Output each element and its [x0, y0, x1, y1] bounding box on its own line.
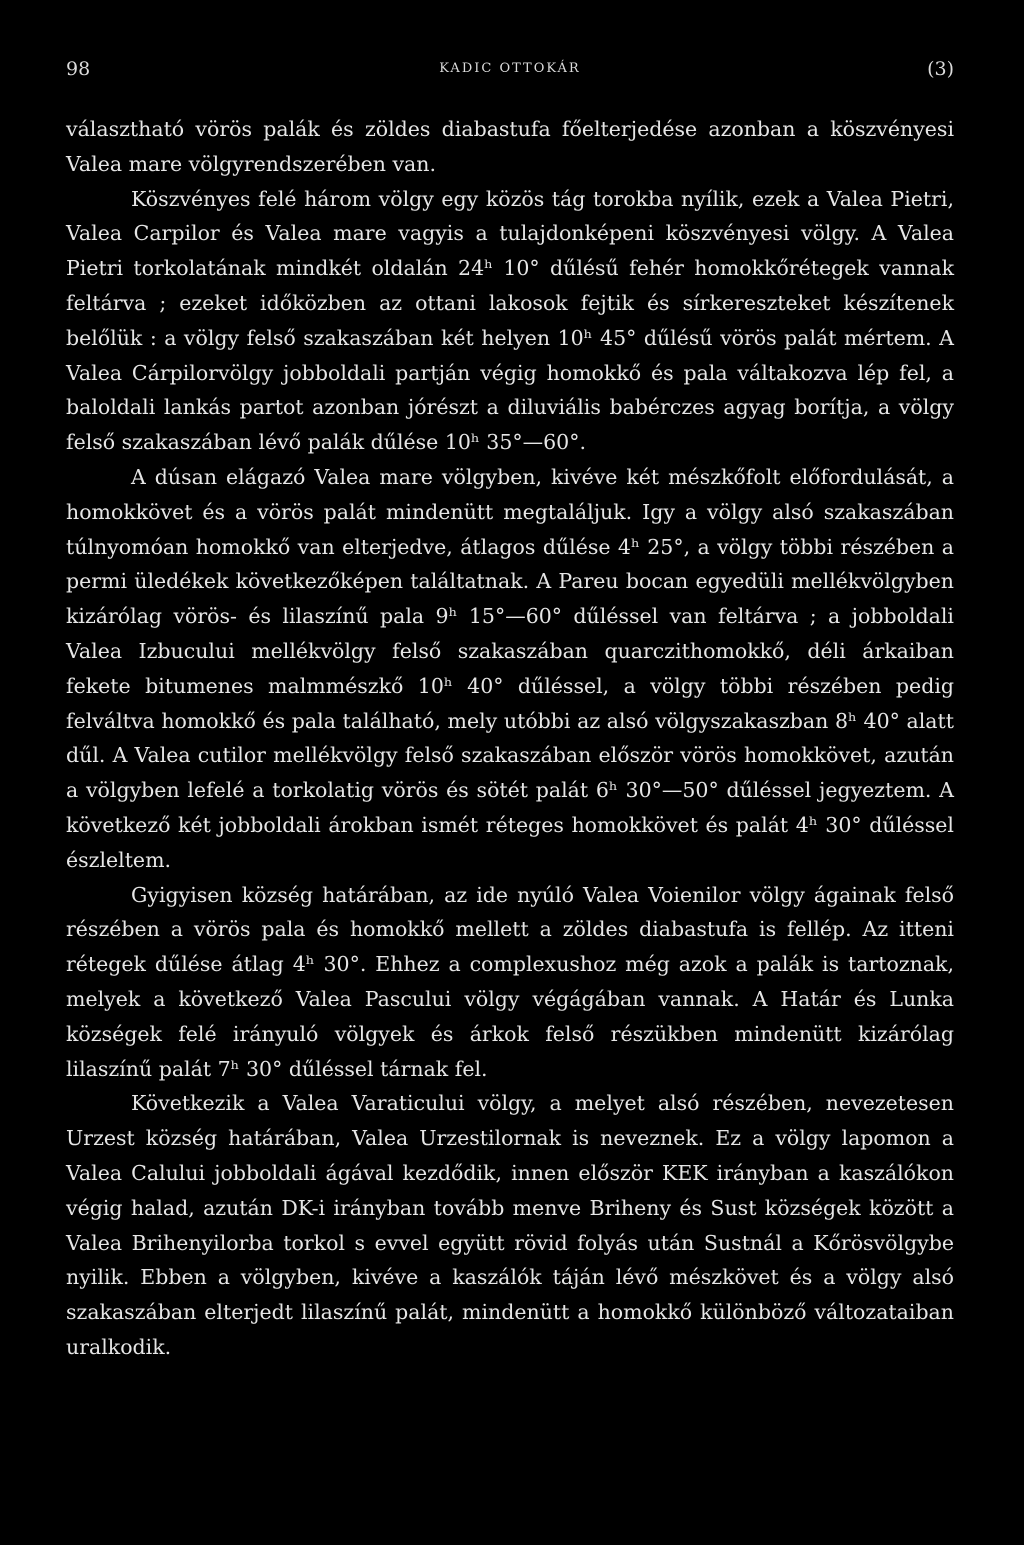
page-number: 98 — [66, 58, 91, 80]
paragraph: A dúsan elágazó Valea mare völgyben, kivéve két mészkőfolt előfordulását, a homokkövet és a vörös palát mindenütt megtaláljuk. Igy a völgy alsó szakaszában túlnyomóan homokkő van elterjedve, átlagos dűlése 4ʰ 25°, a völgy többi részében a permi üledékek következőképen találtatnak. A Pareu bocan egyedüli mellékvölgyben kizárólag vörös- és lilaszínű pala 9ʰ 15°—60° dűléssel van feltárva ; a jobboldali Valea Izbucului mellékvölgy felső szakaszában quarczithomokkő, déli árkaiban fekete bitumenes malmmészkő 10ʰ 40° dűléssel, a völgy többi részében pedig felváltva homokkő és pala található, mely utóbbi az alsó völgyszakaszban 8ʰ 40° alatt dűl. A Valea cutilor mellékvölgy felső szakaszában először vörös homokkövet, azután a völgyben lefelé a torkolatig vörös és sötét palát 6ʰ 30°—50° dűléssel jegyeztem. A következő két jobboldali árokban ismét réteges homokkövet és palát 4ʰ 30° dűléssel észleltem. — [66, 464, 954, 872]
paragraph: Következik a Valea Varaticului völgy, a melyet alsó részében, nevezetesen Urzest község határában, Valea Urzestilornak is neveznek. Ez a völgy lapomon a Valea Calului jobboldali ágával kezdődik, innen először KEK irányban a kaszálókon végig halad, azután DK-i irányban tovább menve Briheny és Sust községek között a Valea Brihenyilorba torkol s evvel együtt rövid folyás után Sustnál a Kőrösvölgybe nyilik. Ebben a völgyben, kivéve a kaszálók táján lévő mészkövet és a völgy alsó szakaszában elterjedt lilaszínű palát, mindenütt a homokkő különböző változataiban uralkodik. — [66, 1091, 954, 1359]
running-head: KADIC OTTOKÁR — [439, 61, 581, 76]
section-marker: (3) — [927, 58, 954, 80]
paragraph: Gyigyisen község határában, az ide nyúló Valea Voienilor völgy ágainak felső részében a vörös pala és homokkő mellett a zöldes diabastufa is fellép. Az itteni rétegek dűlése átlag 4ʰ 30°. Ehhez a complexushoz még azok a palák is tartoznak, melyek a következő Valea Pascului völgy végágában vannak. A Határ és Lunka községek felé irányuló völgyek és árkok felső részükben mindenütt kizárólag lilaszínű palát 7ʰ 30° dűléssel tárnak fel. — [66, 882, 954, 1081]
paragraph-continued: választható vörös palák és zöldes diabastufa főelterjedése azonban a köszvényesi Valea mare völgyrendszerében van. — [66, 117, 954, 176]
page-header — [66, 58, 954, 88]
paragraph: Köszvényes felé három völgy egy közös tág torokba nyílik, ezek a Valea Pietri, Valea Carpilor és Valea mare vagyis a tulajdonképeni köszvényesi völgy. A Valea Pietri torkolatának mindkét oldalán 24ʰ 10° dűlésű fehér homokkőrétegek vannak feltárva ; ezeket időközben az ottani lakosok fejtik és sírkereszteket készítenek belőlük : a völgy felső szakaszában két helyen 10ʰ 45° dűlésű vörös palát mértem. A Valea Cárpilorvölgy jobboldali partján végig homokkő és pala váltakozva lép fel, a baloldali lankás partot azonban jórészt a diluviális babérczes agyag borítja, a völgy felső szakaszában lévő palák dűlése 10ʰ 35°—60°. — [66, 186, 954, 455]
body-text — [66, 112, 954, 1365]
